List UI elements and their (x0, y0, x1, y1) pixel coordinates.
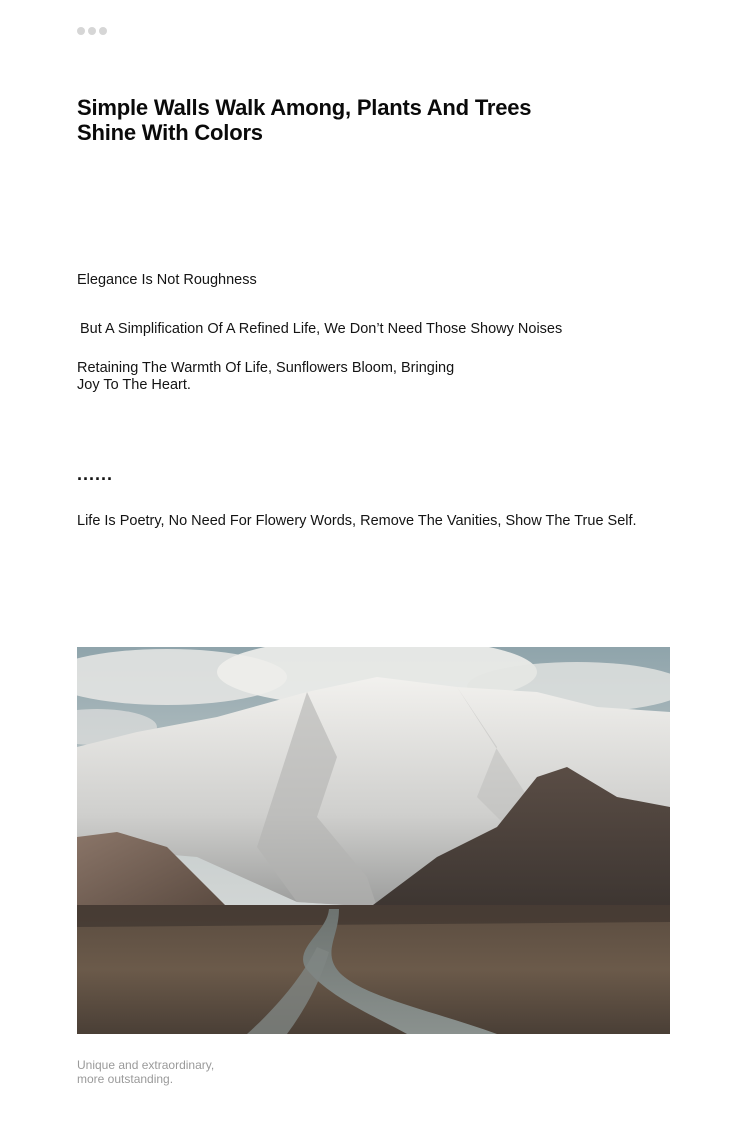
ellipsis: ...... (77, 464, 114, 484)
dot (99, 27, 107, 35)
paragraph-poetry: Life Is Poetry, No Need For Flowery Words, Remove The Vanities, Show The True Self. (77, 513, 637, 529)
dot (88, 27, 96, 35)
mountain-photo (77, 647, 670, 1034)
article-title (77, 95, 597, 145)
dot (77, 27, 85, 35)
caption-line-1: Unique and extraordinary, (77, 1058, 215, 1072)
paragraph-simplification: But A Simplification Of A Refined Life, We Don’t Need Those Showy Noises (80, 321, 563, 337)
paragraph-warmth-line-1: Retaining The Warmth Of Life, Sunflowers Bloom, Bringing (77, 360, 455, 376)
title-line-2: Shine With Colors (77, 120, 263, 145)
caption-line-2: more outstanding. (77, 1072, 174, 1086)
title-line-1: Simple Walls Walk Among, Plants And Trees (77, 95, 532, 120)
photo-caption (77, 1058, 214, 1086)
paragraph-warmth-line-2: Joy To The Heart. (77, 377, 191, 393)
paragraph-elegance: Elegance Is Not Roughness (77, 272, 257, 288)
dots-icon[interactable] (77, 27, 107, 35)
paragraph-warmth (77, 360, 487, 394)
